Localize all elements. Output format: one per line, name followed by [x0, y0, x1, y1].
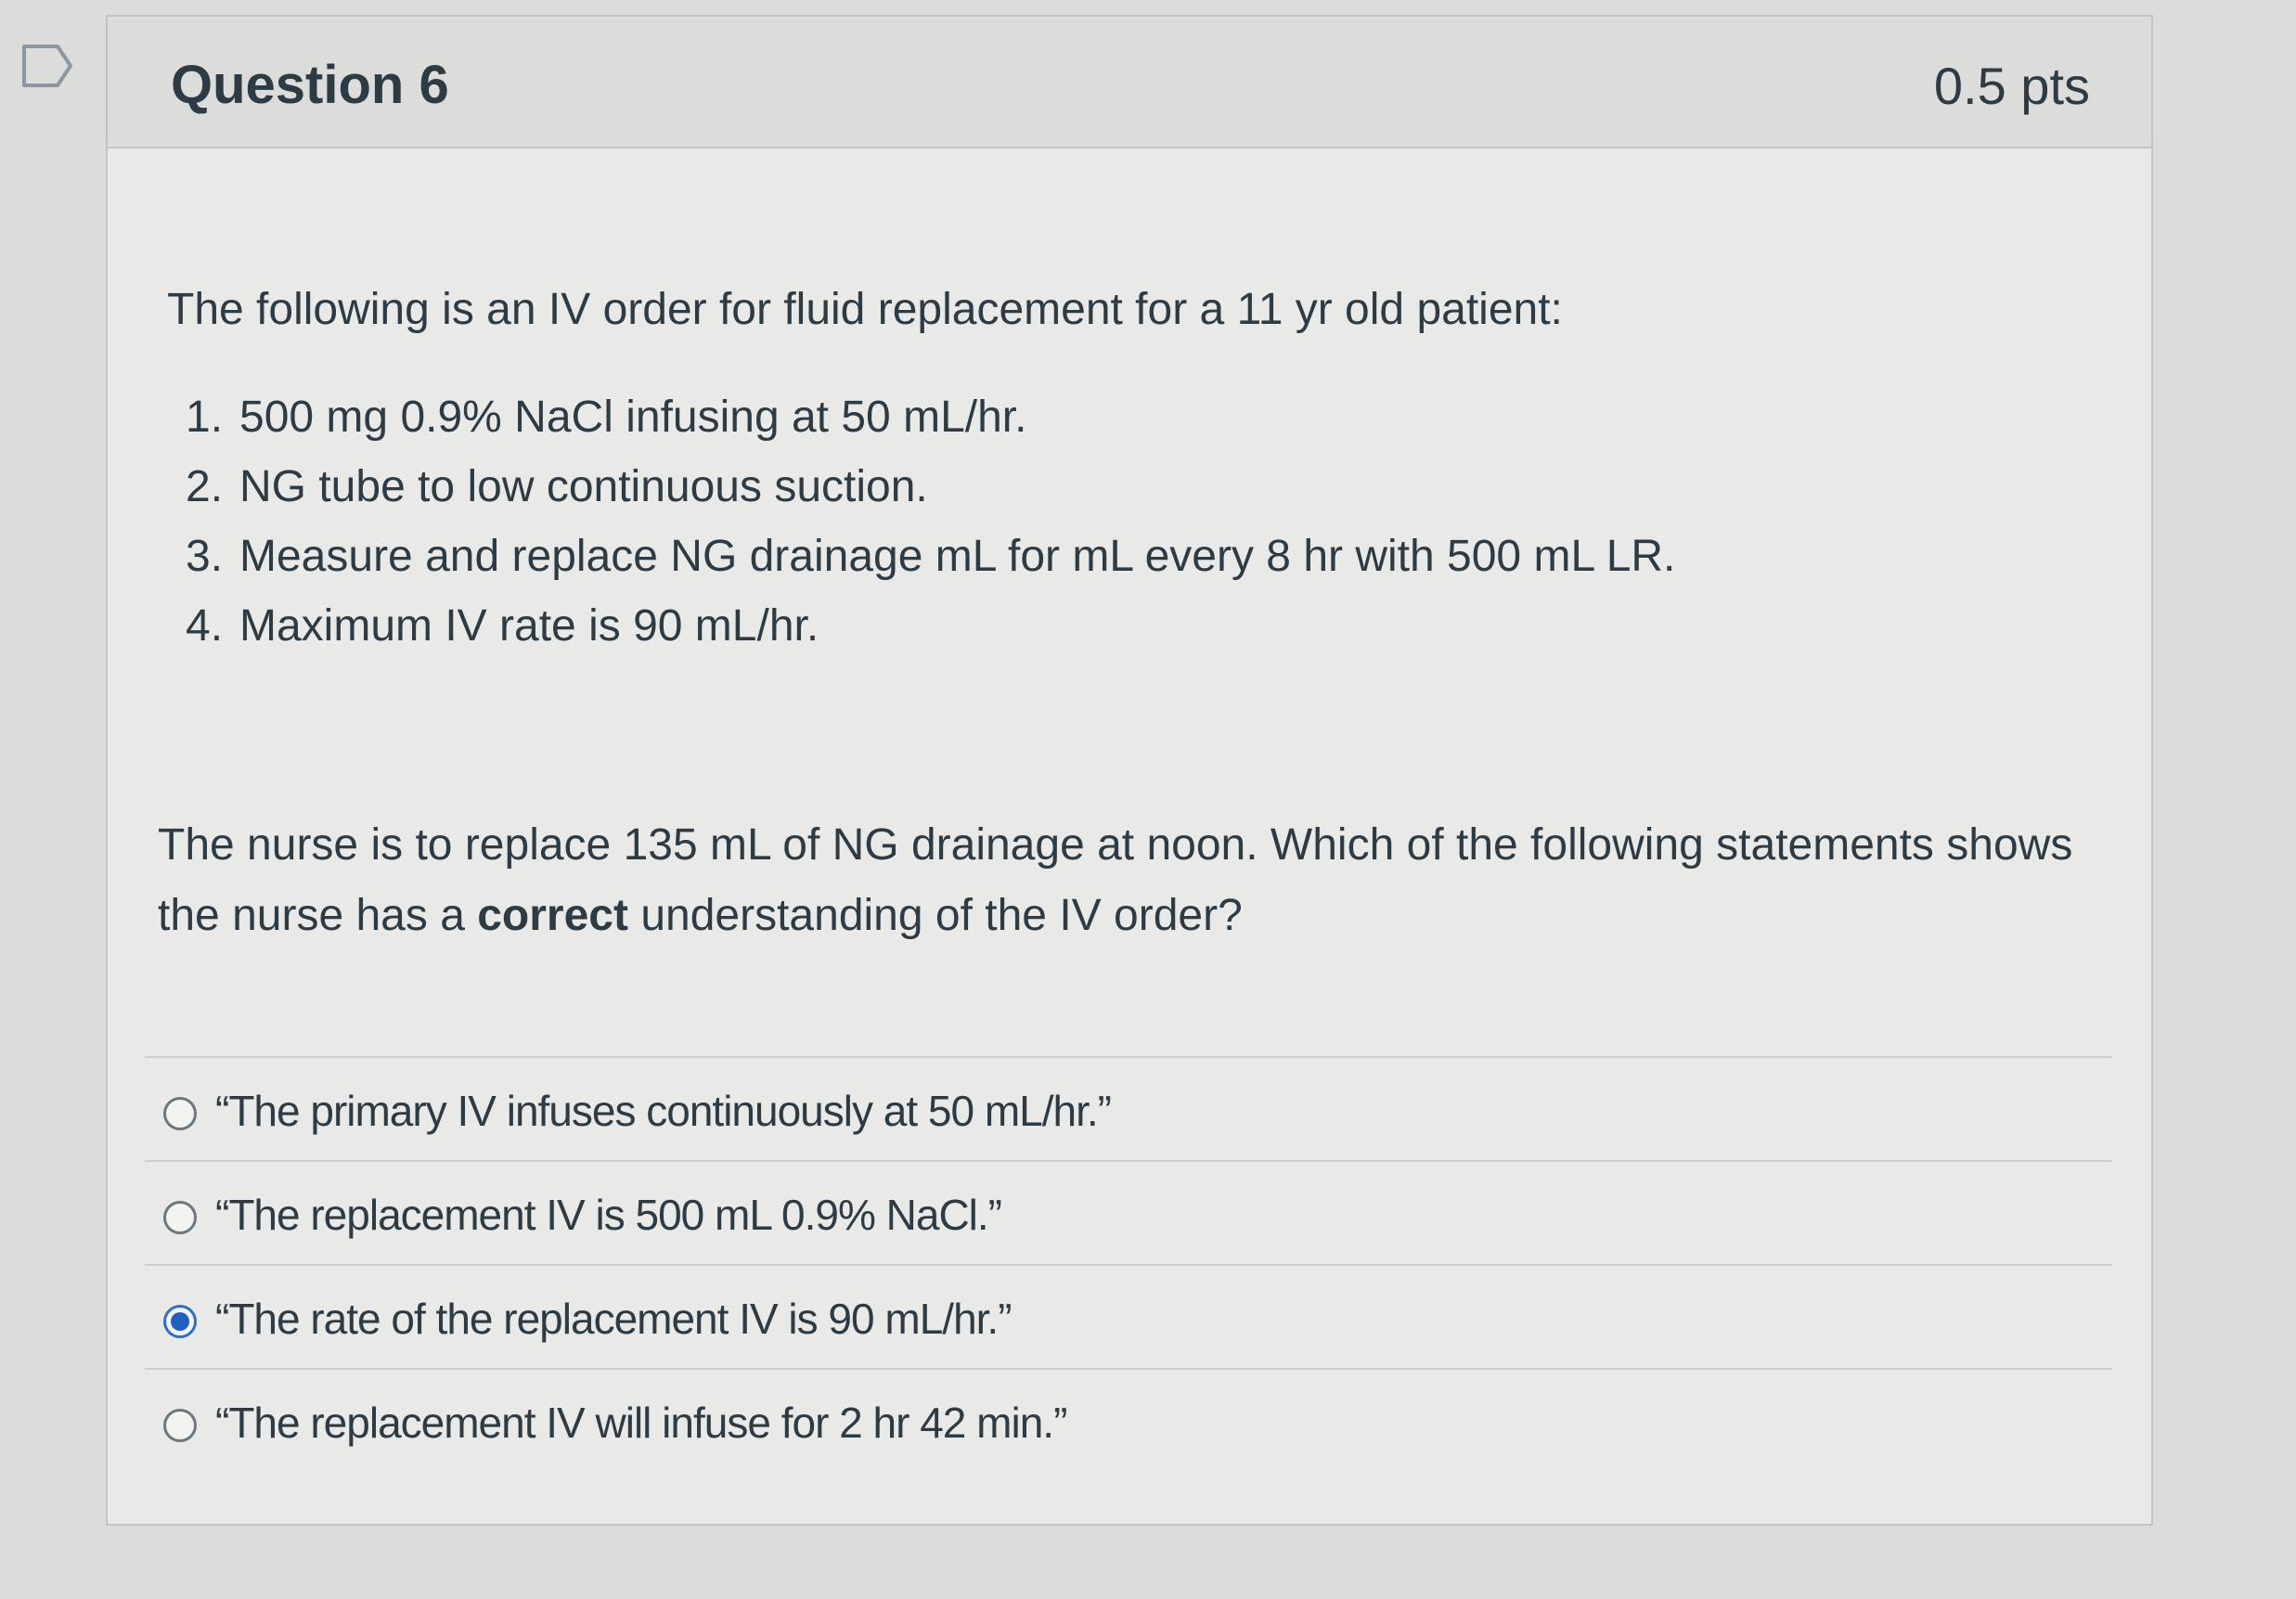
- order-text: 500 mg 0.9% NaCl infusing at 50 mL/hr.: [239, 393, 1027, 442]
- radio-button[interactable]: [163, 1409, 197, 1442]
- answer-option[interactable]: [145, 1056, 2112, 1160]
- stem-text-part: The nurse is to replace 135 mL of NG drainage at noon. Which of the following statements shows the nurse has a: [158, 820, 2073, 940]
- order-number: 4.: [186, 601, 224, 651]
- order-number: 1.: [186, 393, 224, 442]
- order-text: Maximum IV rate is 90 mL/hr.: [239, 601, 819, 651]
- iv-order-list: [186, 382, 1675, 661]
- order-text: NG tube to low continuous suction.: [239, 462, 928, 511]
- answer-list: [145, 1056, 2112, 1472]
- order-number: 2.: [186, 462, 224, 511]
- answer-label[interactable]: “The replacement IV will infuse for 2 hr 42 min.”: [215, 1399, 1067, 1447]
- answer-option-selected[interactable]: [145, 1264, 2112, 1368]
- answer-option[interactable]: [145, 1160, 2112, 1264]
- question-card: [106, 15, 2153, 1526]
- order-number: 3.: [186, 532, 224, 581]
- question-title: Question 6: [171, 55, 449, 115]
- answer-label[interactable]: “The primary IV infuses continuously at 50 mL/hr.”: [215, 1087, 1111, 1135]
- answer-label[interactable]: “The rate of the replacement IV is 90 mL/hr.”: [215, 1295, 1012, 1343]
- order-item: [186, 382, 1675, 452]
- radio-button-selected[interactable]: [163, 1305, 197, 1338]
- order-item: [186, 591, 1675, 661]
- answer-option[interactable]: [145, 1368, 2112, 1472]
- flag-question-icon[interactable]: [20, 43, 74, 89]
- question-header: [108, 17, 2151, 148]
- order-text: Measure and replace NG drainage mL for mL every 8 hr with 500 mL LR.: [239, 532, 1676, 581]
- question-intro: The following is an IV order for fluid replacement for a 11 yr old patient:: [167, 285, 1563, 334]
- question-points: 0.5 pts: [1933, 57, 2090, 115]
- order-item: [186, 522, 1675, 591]
- order-item: [186, 452, 1675, 522]
- stem-emphasis: correct: [477, 891, 628, 940]
- question-stem: [158, 810, 2107, 951]
- answer-label[interactable]: “The replacement IV is 500 mL 0.9% NaCl.”: [215, 1191, 1001, 1239]
- radio-button[interactable]: [163, 1201, 197, 1234]
- radio-button[interactable]: [163, 1097, 197, 1130]
- stem-text-part: understanding of the IV order?: [627, 891, 1243, 940]
